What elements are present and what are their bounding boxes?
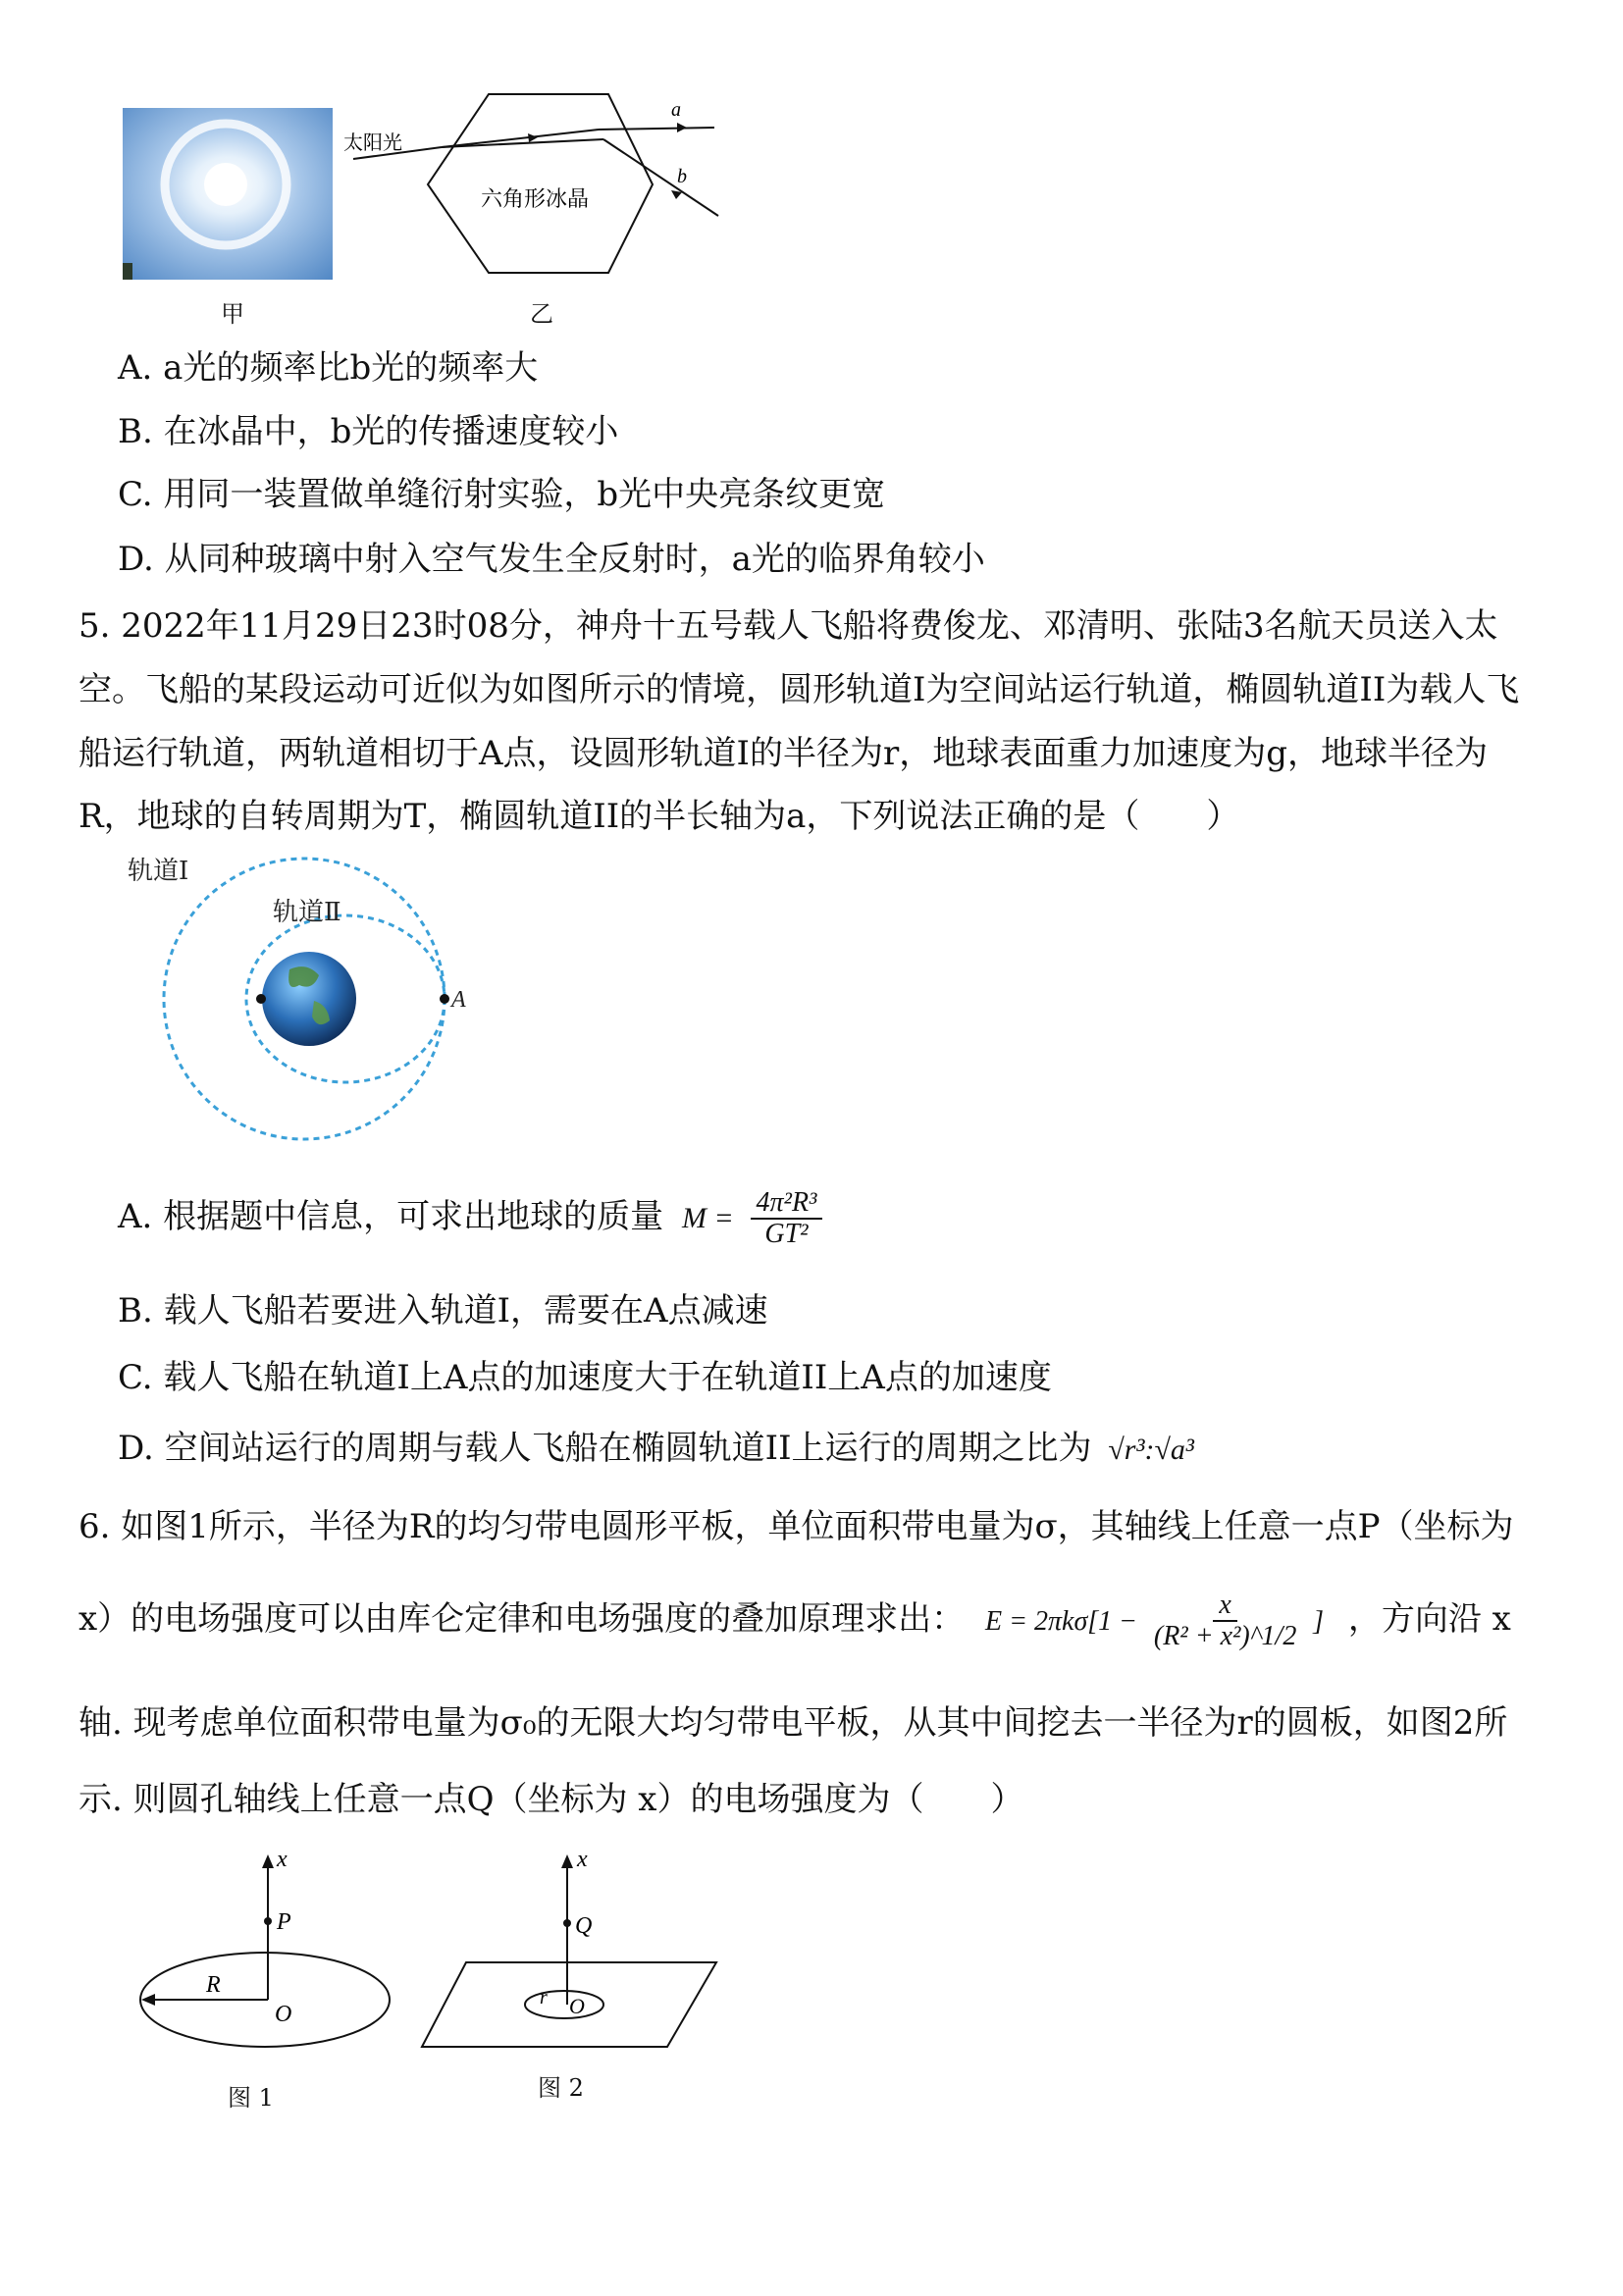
q6-formula-rhs: ] — [1313, 1606, 1325, 1637]
q6-formula-den: (R² + x²)^1/2 — [1153, 1621, 1297, 1651]
q4-option-a: A. a光的频率比b光的频率大 — [118, 348, 539, 388]
fig1-radius-label: R — [206, 1972, 221, 1998]
orbit-diagram — [118, 854, 491, 1148]
q4-option-c: C. 用同一装置做单缝衍射实验，b光中央亮条纹更宽 — [118, 475, 886, 514]
q5-option-a-fraction — [751, 1188, 823, 1249]
q5-option-d-formula: √r³:√a³ — [1108, 1434, 1194, 1466]
ray-b-label: b — [677, 166, 687, 187]
q5-option-a — [118, 1187, 828, 1249]
figure-2-plate-with-hole — [412, 1845, 726, 2070]
q5-option-a-den: GT² — [764, 1219, 809, 1249]
q6-formula-fraction — [1154, 1591, 1296, 1651]
fig2-axis-label: x — [577, 1847, 588, 1872]
crystal-label: 六角形冰晶 — [481, 186, 590, 211]
fig1-origin-label: O — [275, 2002, 292, 2027]
q6-line-2 — [79, 1590, 1511, 1651]
q6-line-3: 轴. 现考虑单位面积带电量为σ₀的无限大均匀带电平板，从其中间挖去一半径为r的圆板，如图2所 — [79, 1703, 1508, 1743]
q6-line-1: 6. 如图1所示，半径为R的均匀带电圆形平板，单位面积带电量为σ，其轴线上任意一点P（坐标为 — [79, 1507, 1514, 1546]
q5-line-3: 船运行轨道，两轨道相切于A点，设圆形轨道I的半径为r，地球表面重力加速度为g，地球半径为 — [79, 734, 1488, 773]
fig2-point-label: Q — [575, 1913, 593, 1939]
q6-formula-lhs: E = 2πkσ[1 − — [985, 1606, 1138, 1637]
fig2-origin-label: O — [569, 1994, 585, 2018]
q5-option-c: C. 载人飞船在轨道I上A点的加速度大于在轨道II上A点的加速度 — [118, 1358, 1052, 1397]
caption-jia: 甲 — [221, 300, 244, 328]
q5-line-1: 5. 2022年11月29日23时08分，神舟十五号载人飞船将费俊龙、邓清明、张陆3名航天员送入太 — [79, 606, 1498, 646]
figure-1-charged-disk — [128, 1845, 402, 2080]
q6-formula-num: x — [1213, 1591, 1236, 1622]
q4-option-b: B. 在冰晶中，b光的传播速度较小 — [118, 412, 619, 451]
figure-1-caption: 图 1 — [228, 2084, 274, 2112]
q6-line-4: 示. 则圆孔轴线上任意一点Q（坐标为 x）的电场强度为（ ） — [79, 1780, 1024, 1819]
ray-a-label: a — [671, 99, 681, 121]
q6-line-2-post: ，方向沿 x — [1347, 1599, 1511, 1639]
q5-line-4: R，地球的自转周期为T，椭圆轨道II的半长轴为a，下列说法正确的是（ ） — [79, 797, 1240, 836]
q5-option-a-lhs: M = — [681, 1202, 734, 1234]
fig1-point-label: P — [277, 1909, 291, 1935]
orbit-1-label: 轨道Ⅰ — [128, 857, 189, 885]
caption-yi: 乙 — [530, 300, 553, 328]
fig2-radius-label: r — [540, 1987, 548, 2009]
point-a-label: A — [451, 987, 466, 1013]
orbit-2-label: 轨道Ⅱ — [273, 898, 341, 926]
sunlight-label: 太阳光 — [343, 132, 402, 154]
figure-2-caption: 图 2 — [538, 2074, 584, 2102]
q5-line-2: 空。飞船的某段运动可近似为如图所示的情境，圆形轨道I为空间站运行轨道，椭圆轨道II为载人飞 — [79, 670, 1520, 709]
ice-crystal-diagram — [343, 88, 736, 285]
q5-option-d — [118, 1429, 1194, 1470]
halo-photo — [123, 108, 333, 280]
q5-option-d-text: D. 空间站运行的周期与载人飞船在椭圆轨道II上运行的周期之比为 — [118, 1429, 1092, 1468]
fig1-axis-label: x — [277, 1847, 288, 1872]
q5-option-b: B. 载人飞船若要进入轨道I，需要在A点减速 — [118, 1291, 768, 1331]
q5-option-a-text: A. 根据题中信息，可求出地球的质量 — [118, 1197, 664, 1236]
q5-option-a-num: 4π²R³ — [751, 1188, 823, 1220]
q4-option-d: D. 从同种玻璃中射入空气发生全反射时，a光的临界角较小 — [118, 540, 985, 579]
q6-line-2-pre: x）的电场强度可以由库仑定律和电场强度的叠加原理求出： — [79, 1599, 966, 1639]
